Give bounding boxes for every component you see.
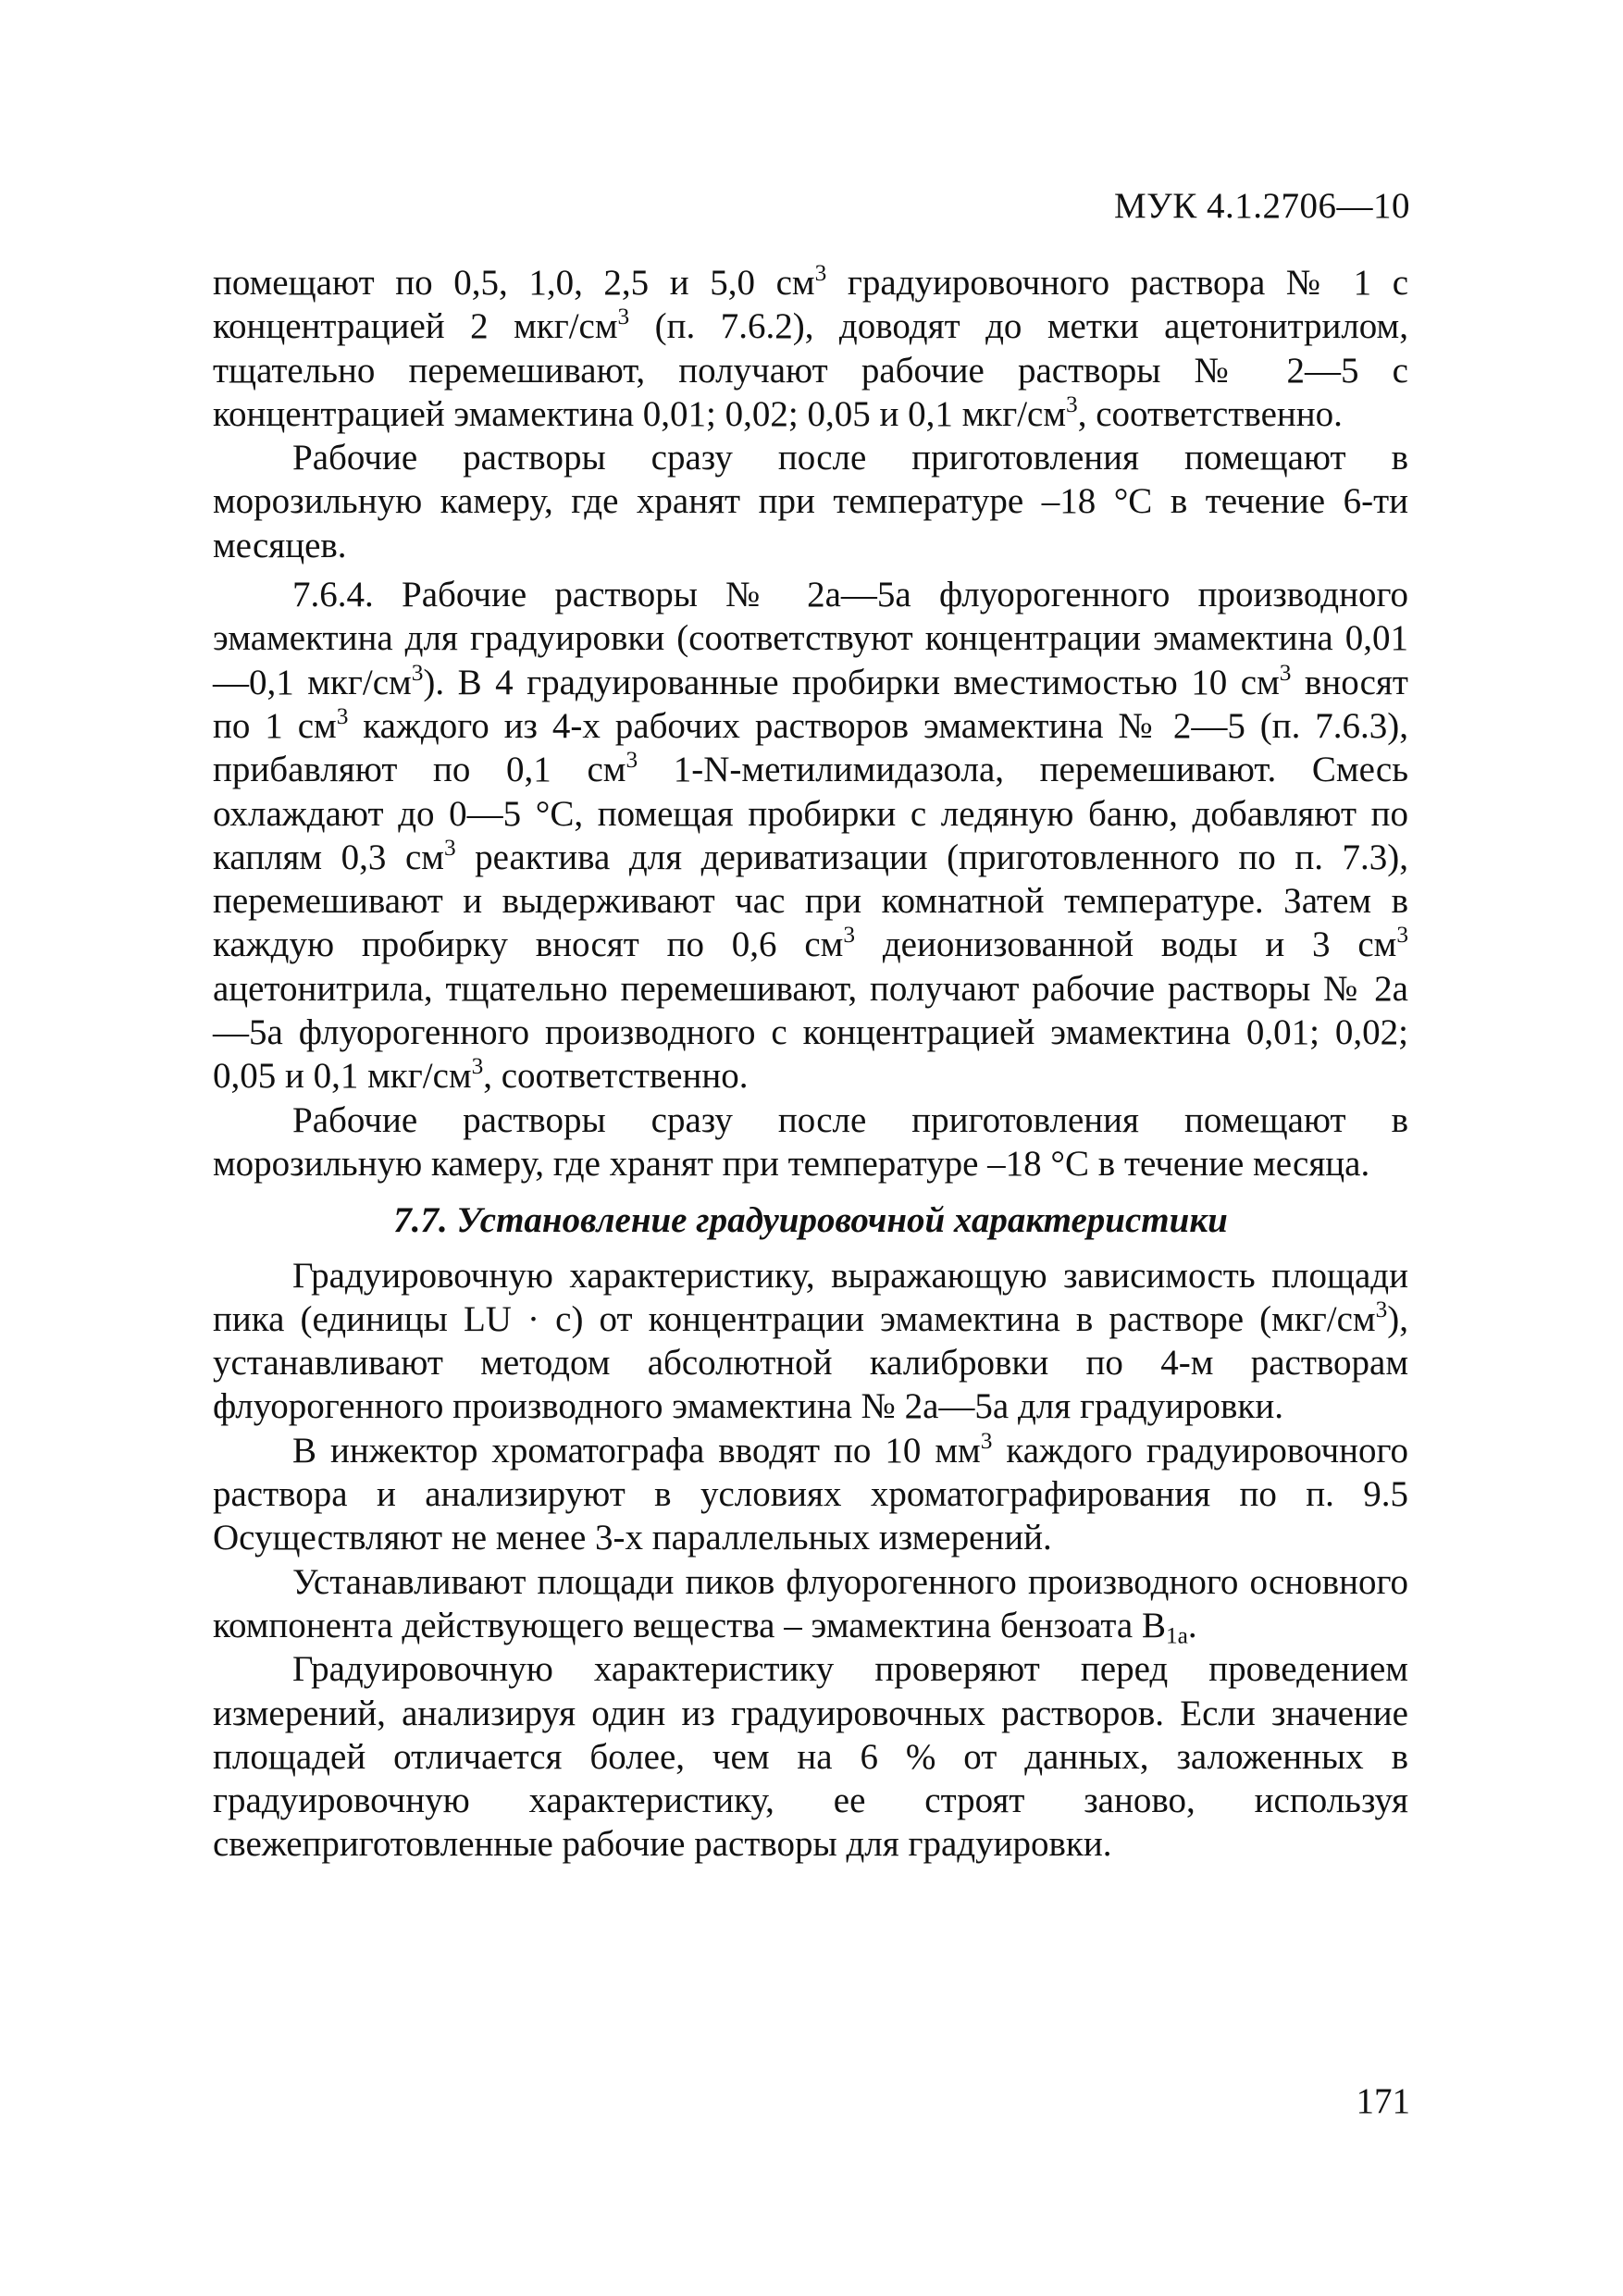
paragraph-storage-month: Рабочие растворы сразу после приготовления помещают в морозильную камеру, где хранят при температуре –18 °С в течение месяца. xyxy=(213,1099,1408,1184)
paragraph-injector: В инжектор хроматографа вводят по 10 $мм^3$ каждого градуировочного раствора и анализируют в условиях хроматографирования по п. 9.5 Осуществляют не менее 3-х параллельных измерений. xyxy=(213,1427,1408,1558)
paragraph-calibration-characteristic: Градуировочную характеристику, выражающую зависимость площади пика (единицы LU · с) от концентрации эмамектина в растворе $(мкг/см^3)$, устанавливают методом абсолютной калибровки по 4-м растворам флуорогенного производного эмамектина № 2а—5а для градуировки. xyxy=(213,1255,1408,1427)
paragraph-verification: Градуировочную характеристику проверяют перед проведением измерений, анализируя один из градуировочных растворов. Если значение площадей отличается более, чем на 6 % от данных, заложенных в градуировочную характеристику, ее строят заново, используя свежеприготовленные рабочие растворы для градуировки. xyxy=(213,1649,1408,1865)
section-title-7-7: 7.7. Установление градуировочной характеристики xyxy=(393,1200,1228,1241)
paragraph-storage-6-months: Рабочие растворы сразу после приготовления помещают в морозильную камеру, где хранят при температуре –18 °С в течение 6-ти месяцев. xyxy=(213,438,1408,565)
paragraph-peak-areas: Устанавливают площади пиков флуорогенного производного основного компонента действующего вещества – эмамектина бензоата $В_{1а}$. xyxy=(213,1561,1408,1649)
paragraph-continuation: помещают по 0,5, 1,0, 2,5 и 5,0 $см^3$ градуировочного раствора № 1 с концентрацией 2 мкг/$см^3$ (п. 7.6.2), доводят до метки ацетонитрилом, тщательно перемешивают, получают рабочие растворы № 2—5 с концентрацией эмамектина 0,01; 0,02; 0,05 и 0,1 мкг/$см^3$, соответственно. xyxy=(213,259,1409,434)
document-code-header: МУК 4.1.2706—10 xyxy=(1113,186,1410,226)
paragraph-7-6-4: 7.6.4. Рабочие растворы № 2а—5а флуорогенного производного эмамектина для градуировки (соответствуют концентрации эмамектина 0,01—0,1 мкг/$см^3$). В 4 градуированные пробирки вместимостью 10 $см^3$ вносят по 1 $см^3$ каждого из 4-х рабочих растворов эмамектина № 2—5 (п. 7.6.3), прибавляют по 0,1 $см^3$ 1-N-метилимидазола, перемешивают. Смесь охлаждают до 0—5 °С, помещая пробирки с ледяную баню, добавляют по каплям 0,3 $см^3$ реактива для дериватизации (приготовленного по п. 7.3), перемешивают и выдерживают час при комнатной температуре. Затем в каждую пробирку вносят по 0,6 $см^3$ деионизованной воды и 3 $см^3$ ацетонитрила, тщательно перемешивают, получают рабочие растворы № 2а—5а флуорогенного производного с концентрацией эмамектина 0,01; 0,02; 0,05 и 0,1 мкг/$см^3$, соответственно. xyxy=(213,575,1408,1097)
body-text xyxy=(213,261,1408,1867)
page-number: 171 xyxy=(1356,2081,1410,2121)
